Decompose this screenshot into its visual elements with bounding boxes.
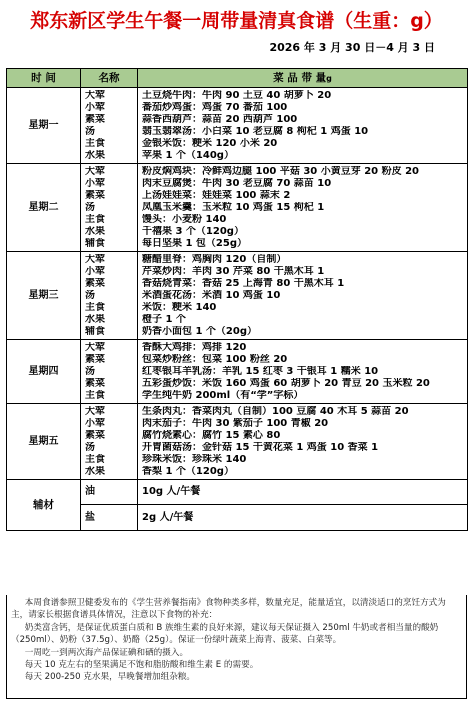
dish-item: 粉皮焖鸡块：冷鲜鸡边腿 100 平菇 30 小黄豆芽 20 粉皮 20	[142, 166, 419, 177]
date-range: 2026 年 3 月 30 日－4 月 3 日	[269, 41, 435, 54]
category-label: 水果	[85, 150, 105, 161]
seasoning-body	[7, 480, 468, 531]
category-label: 素菜	[85, 190, 105, 201]
category-label: 汤	[85, 290, 95, 301]
dish-item: 生条肉丸：香菜肉丸（自制）100 豆腐 40 木耳 5 蒜苗 20	[142, 406, 409, 417]
dish-item: 土豆烧牛肉：牛肉 90 土豆 40 胡萝卜 20	[142, 90, 332, 101]
day-label: 星期五	[7, 404, 81, 480]
header-time: 时 间	[7, 69, 81, 88]
seasoning-category: 油	[81, 480, 138, 505]
note-paragraph: 每天 10 克左右的坚果满足不饱和脂肪酸和维生素 E 的需要。	[24, 660, 259, 671]
day-row	[7, 404, 468, 480]
day-row	[7, 164, 468, 252]
dish-item: 米饭：粳米 140	[142, 302, 217, 313]
dish-item: 开胃菌菇汤：金针菇 15 干黄花菜 1 鸡蛋 10 香菜 1	[142, 442, 379, 453]
seasoning-label: 辅材	[7, 480, 81, 531]
seasoning-category: 盐	[81, 505, 138, 531]
dish-item: 馒头：小麦粉 140	[142, 214, 227, 225]
dish-cell	[138, 404, 468, 480]
dish-item: 米酒蛋花汤：米酒 10 鸡蛋 10	[142, 290, 281, 301]
header-food-unit: g	[326, 73, 332, 83]
dish-item: 香梨 1 个（120g）	[142, 466, 234, 477]
dish-item: 五彩蛋炒饭：米饭 160 鸡蛋 60 胡萝卜 20 青豆 20 玉米粒 20	[142, 378, 430, 389]
dish-cell	[138, 252, 468, 340]
category-label: 汤	[85, 366, 95, 377]
dish-item: 翡玉翡翠汤：小白菜 10 老豆腐 8 枸杞 1 鸡蛋 10	[142, 126, 369, 137]
category-label: 小荤	[85, 102, 105, 113]
dish-item: 苹果 1 个（140g）	[142, 150, 234, 161]
category-label: 水果	[85, 314, 105, 325]
category-label: 辅食	[85, 238, 105, 249]
category-label: 素菜	[85, 378, 105, 389]
dish-item: 上汤娃娃菜：娃娃菜 100 蒜末 2	[142, 190, 291, 201]
category-label: 大荤	[85, 166, 105, 177]
dish-item: 千禧果 3 个（120g）	[142, 226, 244, 237]
category-cell	[81, 88, 138, 164]
category-label: 素菜	[85, 354, 105, 365]
dish-item: 学生纯牛奶 200ml（有“学”字标）	[142, 390, 304, 401]
dish-item: 肉末茄子：牛肉 30 紫茄子 100 青椒 20	[142, 418, 329, 429]
category-label: 汤	[85, 126, 95, 137]
note-paragraph: 奶类富含钙，是保证优质蛋白质和 B 族维生素的良好来源，建议每天保证摄入 250ml 牛奶或者相当量的酸奶（250ml）、奶粉（37.5g）、奶酪（25g）。保证一份绿叶蔬菜上海青、菠菜、白菜等。	[11, 622, 439, 646]
dish-item: 包菜炒粉丝：包菜 100 粉丝 20	[142, 354, 288, 365]
note-paragraph: 本周食谱参照卫健委发布的《学生营养餐指南》食物种类多样，数量充足，能量适宜，以清淡适口的烹饪方式为主，请家长根据食谱具体情况，注意以下食物的补充：	[11, 598, 446, 621]
category-label: 主食	[85, 390, 105, 401]
category-label: 小荤	[85, 178, 105, 189]
category-cell	[81, 340, 138, 404]
category-label: 大荤	[85, 254, 105, 265]
menu-table	[6, 68, 468, 531]
category-label: 素菜	[85, 430, 105, 441]
day-label: 星期三	[7, 252, 81, 340]
category-cell	[81, 252, 138, 340]
dish-cell	[138, 88, 468, 164]
category-label: 主食	[85, 302, 105, 313]
category-label: 素菜	[85, 278, 105, 289]
day-row	[7, 252, 468, 340]
category-label: 主食	[85, 214, 105, 225]
page-title: 郑东新区学生午餐一周带量清真食谱（生重：g）	[30, 10, 443, 32]
dish-item: 香酥大鸡排：鸡排 120	[142, 342, 247, 353]
dish-item: 腐竹烧素心：腐竹 15 素心 80	[142, 430, 281, 441]
seasoning-value: 2g 人/午餐	[138, 505, 468, 531]
category-label: 小荤	[85, 418, 105, 429]
day-label: 星期一	[7, 88, 81, 164]
dish-item: 蒜香西葫芦：蒜苗 20 西葫芦 100	[142, 114, 298, 125]
header-food	[138, 69, 468, 88]
category-label: 汤	[85, 442, 95, 453]
seasoning-value: 10g 人/午餐	[138, 480, 468, 505]
note-paragraph: 每天 200-250 克水果，早晚餐增加组杂粮。	[24, 672, 196, 683]
category-label: 大荤	[85, 90, 105, 101]
dish-item: 芹菜炒肉：羊肉 30 芹菜 80 干黑木耳 1	[142, 266, 325, 277]
dish-item: 肉末豆腐煲：牛肉 30 老豆腐 70 蒜苗 10	[142, 178, 332, 189]
dish-item: 金银米饭：粳米 120 小米 20	[142, 138, 278, 149]
category-label: 辅食	[85, 326, 105, 337]
day-row	[7, 88, 468, 164]
menu-body	[7, 88, 468, 480]
category-label: 大荤	[85, 342, 105, 353]
category-label: 素菜	[85, 114, 105, 125]
category-label: 水果	[85, 226, 105, 237]
nutrition-notes	[6, 595, 467, 699]
dish-item: 橙子 1 个	[142, 314, 186, 325]
dish-item: 糖醋里脊：鸡胸肉 120（自制）	[142, 254, 287, 265]
category-cell	[81, 404, 138, 480]
category-label: 小荤	[85, 266, 105, 277]
header-category: 名称	[81, 69, 138, 88]
category-label: 大荤	[85, 406, 105, 417]
category-cell	[81, 164, 138, 252]
day-label: 星期四	[7, 340, 81, 404]
dish-item: 每日坚果 1 包（25g）	[142, 238, 247, 249]
dish-cell	[138, 340, 468, 404]
dish-cell	[138, 164, 468, 252]
dish-item: 奶香小面包 1 个（20g）	[142, 326, 257, 337]
dish-item: 红枣银耳羊乳汤：羊乳 15 红枣 3 干银耳 1 糯米 10	[142, 366, 379, 377]
category-label: 主食	[85, 138, 105, 149]
day-label: 星期二	[7, 164, 81, 252]
dish-item: 珍珠米饭：珍珠米 140	[142, 454, 247, 465]
dish-item: 番茄炒鸡蛋：鸡蛋 70 番茄 100	[142, 102, 288, 113]
dish-item: 香菇烧青菜：香菇 25 上海青 80 干黑木耳 1	[142, 278, 345, 289]
dish-item: 凤凰玉米羹：玉米粒 10 鸡蛋 15 枸杞 1	[142, 202, 325, 213]
category-label: 水果	[85, 466, 105, 477]
category-label: 汤	[85, 202, 95, 213]
note-paragraph: 一周吃一到两次海产品保证碘和硒的摄入。	[24, 647, 189, 658]
category-label: 主食	[85, 454, 105, 465]
day-row	[7, 340, 468, 404]
seasoning-row	[7, 480, 468, 505]
table-header-row	[7, 69, 468, 88]
header-food-label: 菜 品 带 量	[273, 71, 327, 84]
